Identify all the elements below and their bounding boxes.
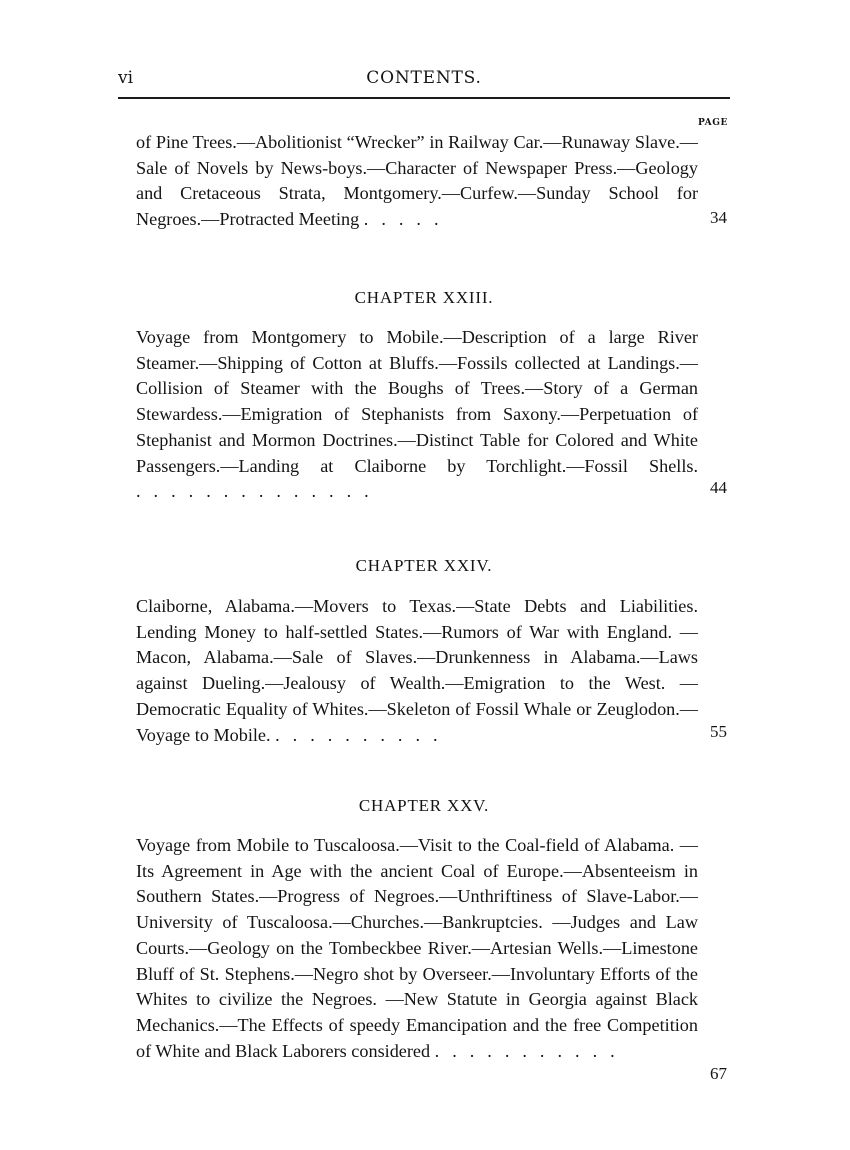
page-number: 67 <box>710 1064 727 1083</box>
entry-text: Voyage from Montgomery to Mobile.—Description of a large River Steamer.—Shipping of Cotton at Bluffs.—Fossils collected at Landings.—Collision of Steamer with the Boughs of Trees.—Story of a German Stewardess.—Emigration of Stephanists from Saxony.—Perpetuation of Stephanist and Mormon Doctrines.—Distinct Table for Colored and White Passengers.—Landing at Claiborne by Torchlight.—Fossil Shells. <box>136 327 698 476</box>
page-number: 55 <box>710 722 727 741</box>
running-title: CONTENTS. <box>366 68 482 88</box>
toc-entry-continued <box>118 130 698 233</box>
entry-text: Claiborne, Alabama.—Movers to Texas.—State Debts and Liabilities. Lending Money to half-settled States.—Rumors of War with England. —Macon, Alabama.—Sale of Slaves.—Drunkenness in Alabama.—Laws against Dueling.—Jealousy of Wealth.—Emigration to the West. —Democratic Equality of Whites.—Skeleton of Fossil Whale or Zeuglodon.—Voyage to Mobile. <box>136 596 698 745</box>
leader-dots: .......... <box>275 724 451 745</box>
toc-entry <box>118 594 698 748</box>
toc-entry <box>118 325 698 505</box>
toc-entry <box>118 833 698 1064</box>
page-number: 34 <box>710 208 727 227</box>
page-number: 44 <box>710 478 727 497</box>
header-rule <box>118 97 730 99</box>
chapter-heading: CHAPTER XXV. <box>358 796 490 815</box>
leader-dots: .............. <box>136 481 382 502</box>
entry-text: Voyage from Mobile to Tuscaloosa.—Visit to the Coal-field of Alabama. —Its Agreement in Age with the ancient Coal of Europe.—Absenteeism in Southern States.—Progress of Negroes.—Unthriftiness of Slave-Labor.—University of Tuscaloosa.—Churches.—Bankruptcies. —Judges and Law Courts.—Geology on the Tombeckbee River.—Artesian Wells.—Limestone Bluff of St. Stephens.—Negro shot by Overseer.—Involuntary Efforts of the Whites to civilize the Negroes. —New Statute in Georgia against Black Mechanics.—The Effects of speedy Emancipation and the free Competition of White and Black Laborers considered <box>136 835 698 1061</box>
entry-text: of Pine Trees.—Abolitionist “Wrecker” in Railway Car.—Runaway Slave.—Sale of Novels by News-boys.—Character of Newspaper Press.—Geology and Cretaceous Strata, Montgomery.—Curfew.—Sunday School for Negroes.—Protracted Meeting <box>136 132 698 230</box>
page-column-label: PAGE <box>697 118 728 128</box>
leader-dots: ..... <box>363 209 452 230</box>
chapter-heading: CHAPTER XXIV. <box>355 556 493 575</box>
folio-number: vi <box>118 68 134 88</box>
leader-dots: ........... <box>434 1040 628 1061</box>
chapter-heading: CHAPTER XXIII. <box>354 288 494 307</box>
running-head <box>118 68 730 92</box>
